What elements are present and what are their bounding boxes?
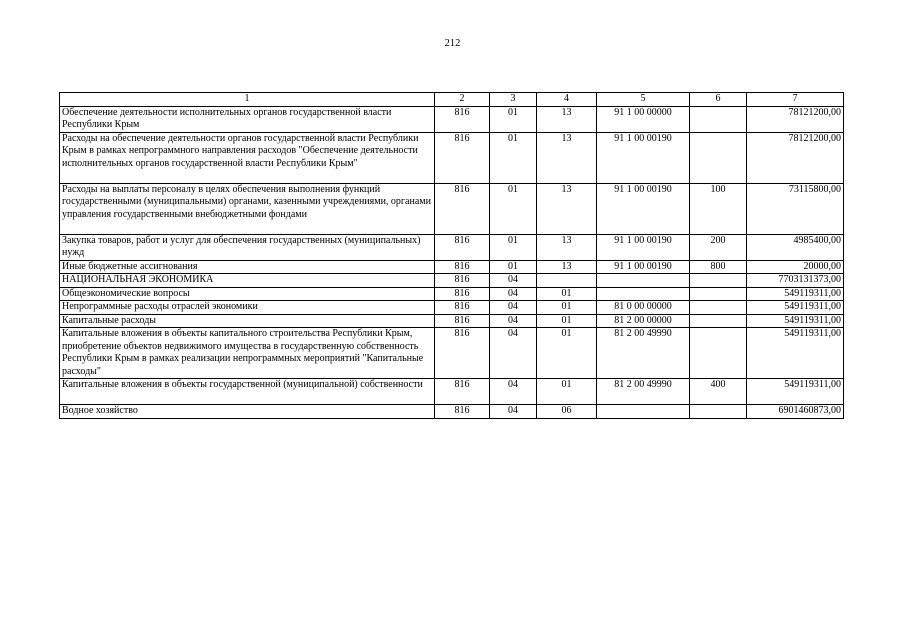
row-col-4: 01 bbox=[537, 287, 597, 301]
table-row bbox=[60, 260, 844, 274]
row-col-3: 04 bbox=[490, 379, 537, 405]
row-col-5: 91 1 00 00190 bbox=[597, 234, 690, 260]
row-col-4: 01 bbox=[537, 379, 597, 405]
header-row bbox=[60, 93, 844, 107]
row-col-4: 01 bbox=[537, 328, 597, 379]
row-col-5: 81 2 00 49990 bbox=[597, 379, 690, 405]
row-col-4: 13 bbox=[537, 234, 597, 260]
row-col-2: 816 bbox=[435, 405, 490, 419]
row-amount: 549119311,00 bbox=[747, 287, 844, 301]
table-row bbox=[60, 405, 844, 419]
header-col-1: 1 bbox=[60, 93, 435, 107]
row-amount: 549119311,00 bbox=[747, 379, 844, 405]
row-name: Капитальные расходы bbox=[60, 314, 435, 328]
row-name: Водное хозяйство bbox=[60, 405, 435, 419]
row-col-2: 816 bbox=[435, 234, 490, 260]
row-col-3: 04 bbox=[490, 274, 537, 288]
row-col-5: 91 1 00 00190 bbox=[597, 260, 690, 274]
row-col-5 bbox=[597, 405, 690, 419]
table-row bbox=[60, 328, 844, 379]
table-row bbox=[60, 287, 844, 301]
row-col-5: 81 2 00 49990 bbox=[597, 328, 690, 379]
row-col-3: 01 bbox=[490, 260, 537, 274]
row-amount: 549119311,00 bbox=[747, 328, 844, 379]
row-col-4 bbox=[537, 274, 597, 288]
table-row bbox=[60, 301, 844, 315]
row-name: Обеспечение деятельности исполнительных органов государственной власти Республики Крым bbox=[60, 106, 435, 132]
row-name: Капитальные вложения в объекты капитального строительства Республики Крым, приобретение объектов недвижимого имущества в государственную собственность Республики Крым в рамках реализации непрограммных мероприятий "Капитальные расходы" bbox=[60, 328, 435, 379]
row-col-6: 200 bbox=[690, 234, 747, 260]
row-col-3: 04 bbox=[490, 301, 537, 315]
row-col-6 bbox=[690, 106, 747, 132]
row-col-6 bbox=[690, 328, 747, 379]
row-amount: 7703131373,00 bbox=[747, 274, 844, 288]
row-col-6: 400 bbox=[690, 379, 747, 405]
row-name: Расходы на выплаты персоналу в целях обеспечения выполнения функций государственными (муниципальными) органами, казенными учреждениями, органами управления государственными внебюджетными фондами bbox=[60, 183, 435, 234]
row-col-3: 01 bbox=[490, 106, 537, 132]
table-row bbox=[60, 183, 844, 234]
row-col-2: 816 bbox=[435, 260, 490, 274]
header-col-4: 4 bbox=[537, 93, 597, 107]
row-col-4: 13 bbox=[537, 183, 597, 234]
row-name: Иные бюджетные ассигнования bbox=[60, 260, 435, 274]
row-col-2: 816 bbox=[435, 328, 490, 379]
row-name: Непрограммные расходы отраслей экономики bbox=[60, 301, 435, 315]
row-col-3: 01 bbox=[490, 132, 537, 183]
header-col-7: 7 bbox=[747, 93, 844, 107]
row-col-3: 01 bbox=[490, 234, 537, 260]
row-col-6 bbox=[690, 132, 747, 183]
header-col-6: 6 bbox=[690, 93, 747, 107]
table-row bbox=[60, 314, 844, 328]
row-col-2: 816 bbox=[435, 106, 490, 132]
table-row bbox=[60, 234, 844, 260]
table-row bbox=[60, 274, 844, 288]
table-row bbox=[60, 379, 844, 405]
row-col-4: 01 bbox=[537, 314, 597, 328]
row-col-6 bbox=[690, 301, 747, 315]
row-col-3: 01 bbox=[490, 183, 537, 234]
row-col-2: 816 bbox=[435, 314, 490, 328]
row-col-5: 81 2 00 00000 bbox=[597, 314, 690, 328]
row-col-6 bbox=[690, 274, 747, 288]
row-col-5: 91 1 00 00190 bbox=[597, 132, 690, 183]
row-name: Закупка товаров, работ и услуг для обеспечения государственных (муниципальных) нужд bbox=[60, 234, 435, 260]
row-col-2: 816 bbox=[435, 301, 490, 315]
row-col-3: 04 bbox=[490, 405, 537, 419]
table-row bbox=[60, 132, 844, 183]
table-row bbox=[60, 106, 844, 132]
row-col-6: 800 bbox=[690, 260, 747, 274]
header-col-2: 2 bbox=[435, 93, 490, 107]
row-col-5: 91 1 00 00190 bbox=[597, 183, 690, 234]
header-col-3: 3 bbox=[490, 93, 537, 107]
row-col-4: 06 bbox=[537, 405, 597, 419]
row-col-3: 04 bbox=[490, 287, 537, 301]
row-name: Общеэкономические вопросы bbox=[60, 287, 435, 301]
row-name: Расходы на обеспечение деятельности органов государственной власти Республики Крым в рамках непрограммного направления расходов "Обеспечение деятельности исполнительных органов государственной власти Республики Крым" bbox=[60, 132, 435, 183]
row-col-2: 816 bbox=[435, 274, 490, 288]
row-amount: 73115800,00 bbox=[747, 183, 844, 234]
budget-table bbox=[59, 92, 844, 419]
row-col-3: 04 bbox=[490, 328, 537, 379]
header-col-5: 5 bbox=[597, 93, 690, 107]
row-col-6 bbox=[690, 287, 747, 301]
row-col-5 bbox=[597, 287, 690, 301]
row-col-4: 13 bbox=[537, 106, 597, 132]
row-col-2: 816 bbox=[435, 132, 490, 183]
row-col-6 bbox=[690, 405, 747, 419]
row-col-5 bbox=[597, 274, 690, 288]
row-col-2: 816 bbox=[435, 379, 490, 405]
row-amount: 78121200,00 bbox=[747, 132, 844, 183]
row-amount: 4985400,00 bbox=[747, 234, 844, 260]
row-col-4: 01 bbox=[537, 301, 597, 315]
row-col-4: 13 bbox=[537, 132, 597, 183]
row-col-6 bbox=[690, 314, 747, 328]
page-number: 212 bbox=[444, 38, 461, 49]
row-col-5: 81 0 00 00000 bbox=[597, 301, 690, 315]
row-name: НАЦИОНАЛЬНАЯ ЭКОНОМИКА bbox=[60, 274, 435, 288]
row-col-2: 816 bbox=[435, 183, 490, 234]
row-name: Капитальные вложения в объекты государственной (муниципальной) собственности bbox=[60, 379, 435, 405]
row-col-5: 91 1 00 00000 bbox=[597, 106, 690, 132]
row-amount: 549119311,00 bbox=[747, 314, 844, 328]
row-amount: 549119311,00 bbox=[747, 301, 844, 315]
row-amount: 78121200,00 bbox=[747, 106, 844, 132]
row-amount: 20000,00 bbox=[747, 260, 844, 274]
row-col-6: 100 bbox=[690, 183, 747, 234]
row-col-2: 816 bbox=[435, 287, 490, 301]
row-col-3: 04 bbox=[490, 314, 537, 328]
row-amount: 6901460873,00 bbox=[747, 405, 844, 419]
row-col-4: 13 bbox=[537, 260, 597, 274]
